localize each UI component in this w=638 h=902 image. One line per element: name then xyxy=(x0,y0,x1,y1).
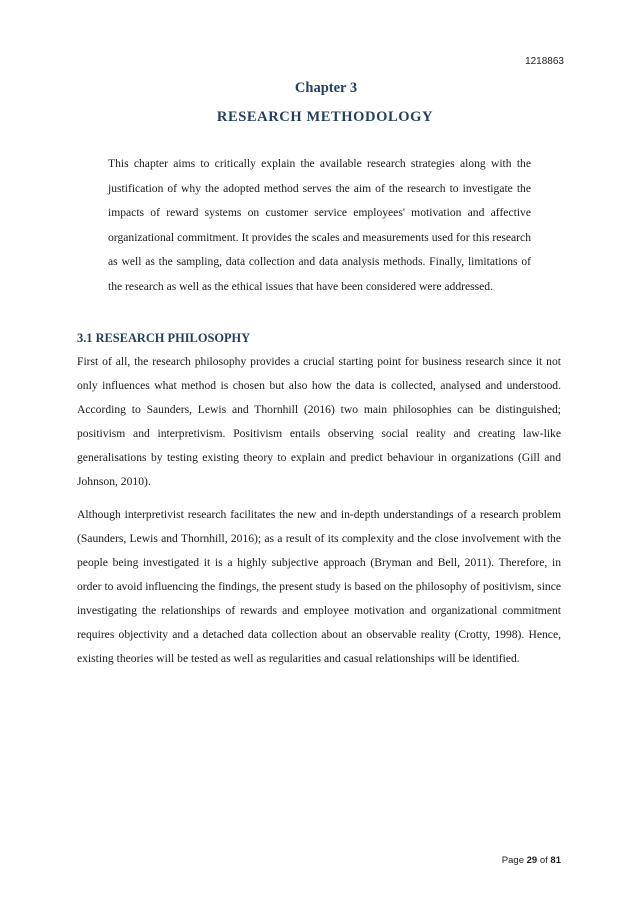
chapter-intro-paragraph: This chapter aims to critically explain the available research strategies along with the justification of why the adopted method serves the aim of the research to investigate the impacts of reward systems on customer service employees' motivation and affective organizational commitment. It provides the scales and measurements used for this research as well as the sampling, data collection and data analysis methods. Finally, limitations of the research as well as the ethical issues that have been considered were addressed. xyxy=(108,157,531,293)
total-page-count: 81 xyxy=(550,855,561,866)
body-paragraph: First of all, the research philosophy provides a crucial starting point for business research since it not only influences what method is chosen but also how the data is collected, analysed and understood. According to Saunders, Lewis and Thornhill (2016) two main philosophies can be distinguished; positivism and interpretivism. Positivism entails observing social reality and creating law-like generalisations by testing existing theory to explain and predict behaviour in organizations (Gill and Johnson, 2010). xyxy=(77,355,561,488)
chapter-title: RESEARCH METHODOLOGY xyxy=(216,109,434,125)
of-word: of xyxy=(539,855,548,866)
document-id: 1218863 xyxy=(525,56,564,67)
page-number xyxy=(502,855,561,866)
page-word: Page xyxy=(501,855,524,866)
body-paragraph: Although interpretivist research facilitates the new and in-depth understandings of a research problem (Saunders, Lewis and Thornhill, 2016); as a result of its complexity and the close involvement with the people being investigated it is a highly subjective approach (Bryman and Bell, 2011). Therefore, in order to avoid influencing the findings, the present study is based on the philosophy of positivism, since investigating the relationships of rewards and employee motivation and organizational commitment requires objectivity and a detached data collection about an observable reality (Crotty, 1998). Hence, existing theories will be tested as well as regularities and casual relationships will be identified. xyxy=(77,508,561,665)
current-page-number: 29 xyxy=(526,855,538,866)
chapter-number: Chapter 3 xyxy=(294,80,358,96)
section-heading: 3.1 RESEARCH PHILOSOPHY xyxy=(77,331,251,345)
